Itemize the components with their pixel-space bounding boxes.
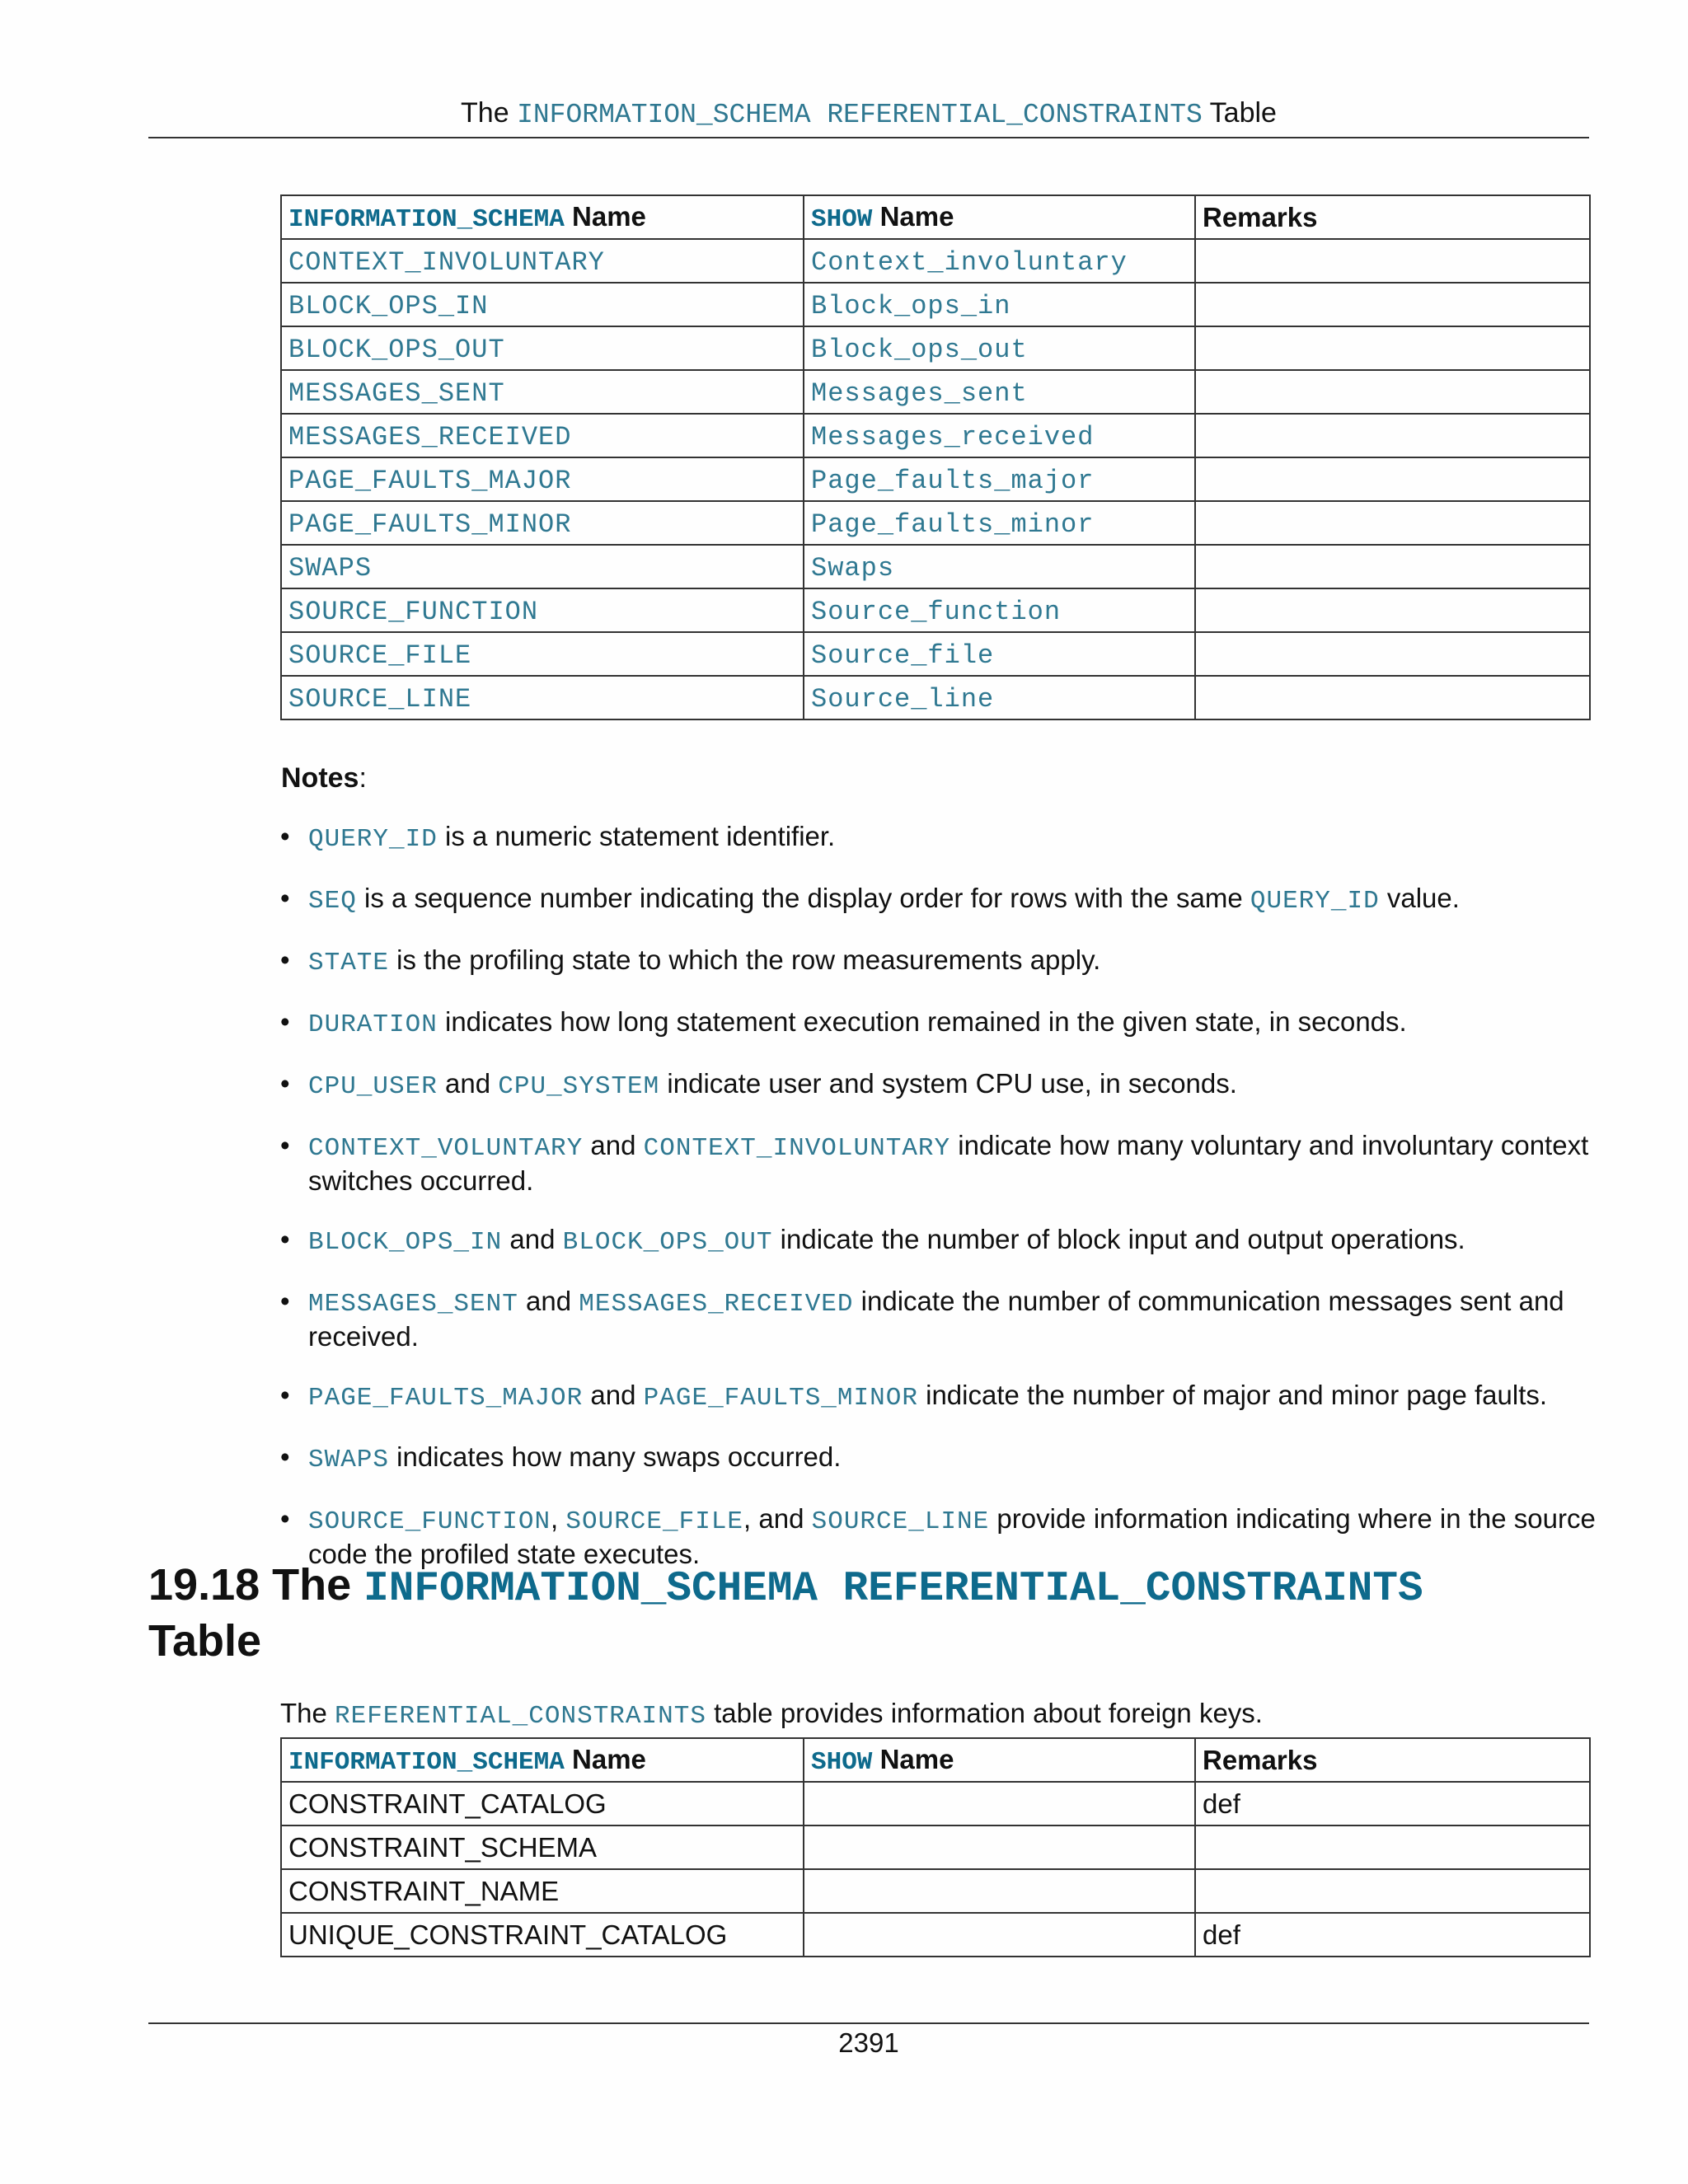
show-name-cell: Page_faults_major xyxy=(804,457,1195,501)
remarks-cell xyxy=(1195,370,1590,414)
running-header xyxy=(148,96,1589,132)
bullet-icon: • xyxy=(280,821,290,851)
table-row xyxy=(281,1782,1590,1825)
information-schema-name-cell: SOURCE_FILE xyxy=(281,632,804,676)
header-rule xyxy=(148,137,1589,138)
note-item: • SEQ is a sequence number indicating the display order for rows with the same QUERY_ID value. xyxy=(280,883,1460,916)
show-name-cell: Swaps xyxy=(804,545,1195,588)
note-item: • QUERY_ID is a numeric statement identifier. xyxy=(280,821,836,854)
bullet-icon: • xyxy=(280,1441,290,1472)
bullet-icon: • xyxy=(280,1503,290,1534)
remarks-cell xyxy=(1195,588,1590,632)
remarks-cell xyxy=(1195,457,1590,501)
bullet-icon: • xyxy=(280,1224,290,1254)
note-item: • MESSAGES_SENT and MESSAGES_RECEIVED indicate the number of communication messages sent and received. xyxy=(280,1286,1564,1352)
running-header-suffix: Table xyxy=(1209,97,1277,129)
footer-rule xyxy=(148,2022,1589,2024)
referential-constraints-table xyxy=(280,1737,1591,1957)
bullet-icon: • xyxy=(280,1380,290,1410)
show-name-cell: Source_function xyxy=(804,588,1195,632)
bullet-icon: • xyxy=(280,883,290,913)
table-row xyxy=(281,676,1590,719)
column-header-information-schema-name: INFORMATION_SCHEMA Name xyxy=(281,195,804,239)
information-schema-name-cell: MESSAGES_RECEIVED xyxy=(281,414,804,457)
running-header-code: INFORMATION_SCHEMA REFERENTIAL_CONSTRAINTS xyxy=(517,100,1203,130)
table-row xyxy=(281,545,1590,588)
remarks-cell: def xyxy=(1195,1782,1590,1825)
remarks-cell xyxy=(1195,632,1590,676)
bullet-icon: • xyxy=(280,1068,290,1099)
remarks-cell xyxy=(1195,1825,1590,1869)
information-schema-name-cell: CONSTRAINT_NAME xyxy=(281,1869,804,1913)
section-heading xyxy=(148,1559,1599,1666)
note-item: • STATE is the profiling state to which the row measurements apply. xyxy=(280,944,1101,977)
remarks-cell xyxy=(1195,545,1590,588)
information-schema-name-cell: PAGE_FAULTS_MAJOR xyxy=(281,457,804,501)
remarks-cell xyxy=(1195,239,1590,283)
bullet-icon: • xyxy=(280,944,290,975)
bullet-icon: • xyxy=(280,1130,290,1160)
information-schema-name-cell: UNIQUE_CONSTRAINT_CATALOG xyxy=(281,1913,804,1957)
table-row xyxy=(281,632,1590,676)
show-name-cell xyxy=(804,1782,1195,1825)
information-schema-name-cell: SWAPS xyxy=(281,545,804,588)
note-item: • SOURCE_FUNCTION, SOURCE_FILE, and SOURCE_LINE provide information indicating where in the source code the profiled state executes. xyxy=(280,1503,1596,1569)
table-row xyxy=(281,283,1590,326)
information-schema-name-cell: SOURCE_LINE xyxy=(281,676,804,719)
remarks-cell xyxy=(1195,283,1590,326)
remarks-cell xyxy=(1195,501,1590,545)
bullet-icon: • xyxy=(280,1286,290,1316)
information-schema-name-cell: CONTEXT_INVOLUNTARY xyxy=(281,239,804,283)
show-name-cell xyxy=(804,1825,1195,1869)
information-schema-name-cell: PAGE_FAULTS_MINOR xyxy=(281,501,804,545)
table-row xyxy=(281,414,1590,457)
show-name-cell: Block_ops_out xyxy=(804,326,1195,370)
table-row xyxy=(281,1869,1590,1913)
bullet-icon: • xyxy=(280,1006,290,1037)
section-intro: The REFERENTIAL_CONSTRAINTS table provides information about foreign keys. xyxy=(280,1698,1263,1731)
show-name-cell: Context_involuntary xyxy=(804,239,1195,283)
column-header-remarks: Remarks xyxy=(1195,195,1590,239)
note-item: • CPU_USER and CPU_SYSTEM indicate user and system CPU use, in seconds. xyxy=(280,1068,1237,1101)
running-header-prefix: The xyxy=(461,97,509,129)
remarks-cell xyxy=(1195,414,1590,457)
remarks-cell: def xyxy=(1195,1913,1590,1957)
show-name-cell: Messages_received xyxy=(804,414,1195,457)
show-name-cell xyxy=(804,1913,1195,1957)
notes-label: Notes: xyxy=(281,762,367,794)
information-schema-name-cell: SOURCE_FUNCTION xyxy=(281,588,804,632)
information-schema-name-cell: BLOCK_OPS_IN xyxy=(281,283,804,326)
page-number: 2391 xyxy=(838,2027,899,2058)
section-heading-number: 19.18 The xyxy=(148,1560,364,1610)
remarks-cell xyxy=(1195,676,1590,719)
table-row xyxy=(281,370,1590,414)
section-heading-suffix: Table xyxy=(148,1616,262,1666)
note-item: • SWAPS indicates how many swaps occurred. xyxy=(280,1441,842,1474)
information-schema-name-cell: BLOCK_OPS_OUT xyxy=(281,326,804,370)
section-heading-code: INFORMATION_SCHEMA REFERENTIAL_CONSTRAINTS xyxy=(363,1566,1423,1613)
note-item: • DURATION indicates how long statement execution remained in the given state, in seconds. xyxy=(280,1006,1407,1039)
table-row xyxy=(281,326,1590,370)
note-item: • PAGE_FAULTS_MAJOR and PAGE_FAULTS_MINOR indicate the number of major and minor page faults. xyxy=(280,1380,1548,1413)
table-row xyxy=(281,1825,1590,1869)
information-schema-name-cell: CONSTRAINT_CATALOG xyxy=(281,1782,804,1825)
column-header-information-schema-name: INFORMATION_SCHEMA Name xyxy=(281,1738,804,1782)
information-schema-name-cell: MESSAGES_SENT xyxy=(281,370,804,414)
remarks-cell xyxy=(1195,326,1590,370)
profiling-columns-table xyxy=(280,194,1591,720)
table-header-row xyxy=(281,1738,1590,1782)
table-header-row xyxy=(281,195,1590,239)
show-name-cell: Block_ops_in xyxy=(804,283,1195,326)
show-name-cell: Messages_sent xyxy=(804,370,1195,414)
show-name-cell: Page_faults_minor xyxy=(804,501,1195,545)
table-row xyxy=(281,588,1590,632)
column-header-show-name: SHOW Name xyxy=(804,195,1195,239)
table-row xyxy=(281,1913,1590,1957)
column-header-remarks: Remarks xyxy=(1195,1738,1590,1782)
table-row xyxy=(281,239,1590,283)
table-row xyxy=(281,501,1590,545)
table-row xyxy=(281,457,1590,501)
show-name-cell: Source_line xyxy=(804,676,1195,719)
notes-list xyxy=(280,820,1599,1596)
note-item: • CONTEXT_VOLUNTARY and CONTEXT_INVOLUNTARY indicate how many voluntary and involuntary context switches occurred. xyxy=(280,1130,1589,1196)
remarks-cell xyxy=(1195,1869,1590,1913)
note-item: • BLOCK_OPS_IN and BLOCK_OPS_OUT indicate the number of block input and output operations. xyxy=(280,1224,1465,1257)
show-name-cell: Source_file xyxy=(804,632,1195,676)
show-name-cell xyxy=(804,1869,1195,1913)
information-schema-name-cell: CONSTRAINT_SCHEMA xyxy=(281,1825,804,1869)
column-header-show-name: SHOW Name xyxy=(804,1738,1195,1782)
